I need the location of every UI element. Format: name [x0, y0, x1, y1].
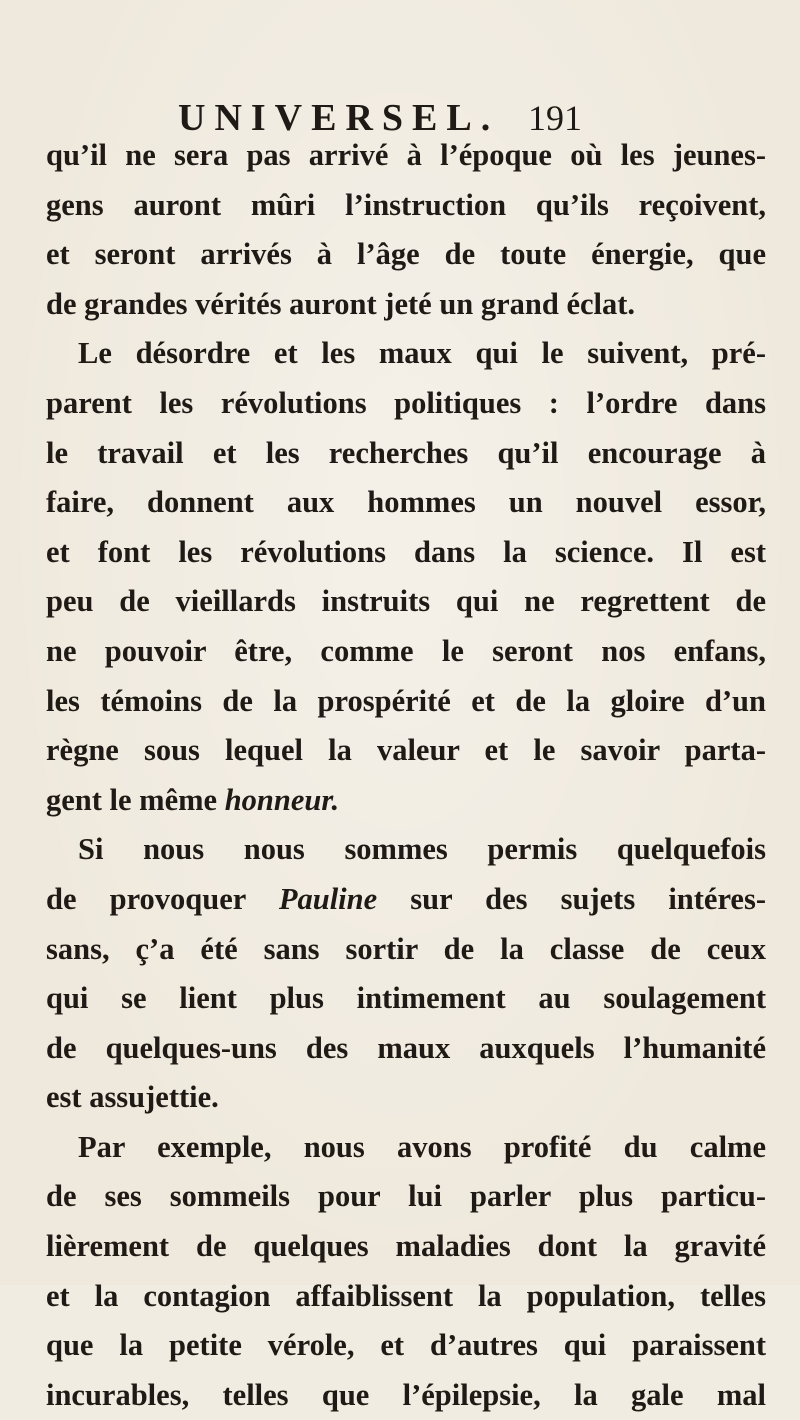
text-line: Le désordre et les maux qui le suivent, pré-	[78, 336, 766, 371]
text-line: de grandes vérités auront jeté un grand éclat.	[46, 286, 636, 321]
text-line	[46, 875, 766, 925]
text-line: ne pouvoir être, comme le seront nos enfans,	[46, 633, 766, 668]
text-line: gens auront mûri l’instruction qu’ils reçoivent,	[46, 187, 766, 222]
text-line: faire, donnent aux hommes un nouvel essor,	[46, 485, 766, 520]
text-line: les témoins de la prospérité et de la gloire d’un	[46, 683, 766, 718]
text-fragment: gent le même	[46, 782, 225, 817]
text-line: est assujettie.	[46, 1080, 219, 1115]
text-line: qui se lient plus intimement au soulagement	[46, 981, 766, 1016]
text-line: Par exemple, nous avons profité du calme	[78, 1129, 766, 1164]
text-line: qu’il ne sera pas arrivé à l’époque où les jeunes-	[46, 138, 766, 172]
text-line: que la petite vérole, et d’autres qui paraissent	[46, 1328, 766, 1363]
text-line: peu de vieillards instruits qui ne regrettent de	[46, 584, 766, 619]
text-line: parent les révolutions politiques : l’ordre dans	[46, 385, 766, 420]
running-title: UNIVERSEL.	[178, 97, 500, 139]
text-line: incurables, telles que l’épilepsie, la gale mal	[46, 1377, 766, 1412]
text-fragment: de provoquer	[46, 881, 279, 916]
text-line: lièrement de quelques maladies dont la gravité	[46, 1229, 766, 1264]
text-line: et la contagion affaiblissent la population, telles	[46, 1278, 766, 1313]
emphasis-text: Pauline	[278, 881, 378, 916]
text-line: de ses sommeils pour lui parler plus particu-	[46, 1179, 766, 1214]
text-line: règne sous lequel la valeur et le savoir parta-	[46, 733, 766, 768]
page-number: 191	[528, 98, 582, 138]
text-line	[46, 776, 766, 826]
text-line: le travail et les recherches qu’il encourage à	[46, 435, 766, 470]
text-line: sans, ç’a été sans sortir de la classe de ceux	[46, 931, 766, 966]
text-line: de quelques-uns des maux auxquels l’humanité	[46, 1030, 766, 1065]
text-line: Si nous nous sommes permis quelquefois	[78, 832, 766, 867]
text-fragment: sur des sujets intéres-	[377, 881, 766, 916]
emphasis-text: honneur.	[224, 782, 340, 817]
text-line: et font les révolutions dans la science. Il est	[46, 534, 766, 569]
body-text	[46, 131, 766, 1420]
text-line: et seront arrivés à l’âge de toute énergie, que	[46, 237, 766, 272]
